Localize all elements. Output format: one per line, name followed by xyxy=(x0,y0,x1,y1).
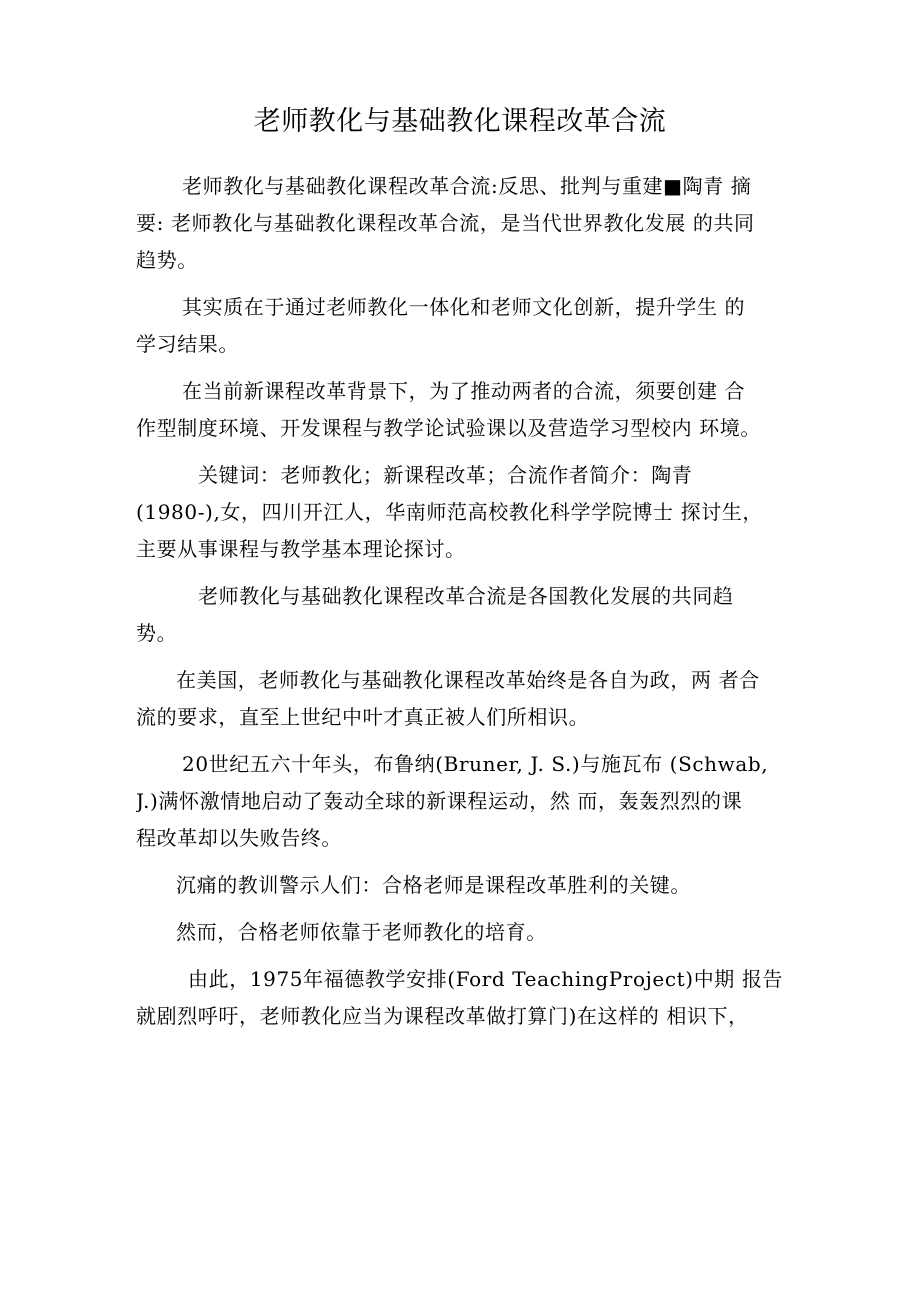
text-line: 趋势。 xyxy=(136,248,198,272)
text-line: 然而，合格老师依靠于老师教化的培育。 xyxy=(176,920,547,944)
paragraph-trend xyxy=(136,578,791,652)
paragraph-keywords xyxy=(136,457,791,568)
paragraph-essence xyxy=(136,289,791,363)
text-line: 在当前新课程改革背景下，为了推动两者的合流，须要创建 合 xyxy=(182,379,746,403)
text-line: 要: 老师教化与基础教化课程改革合流，是当代世界教化发展 的共同 xyxy=(136,211,755,235)
text-line: 势。 xyxy=(136,621,178,645)
text-line: 作型制度环境、开发课程与教学论试验课以及营造学习型校内 环境。 xyxy=(136,416,761,440)
text-line: 就剧烈呼吁，老师教化应当为课程改革做打算门)在这样的 相识下， xyxy=(136,1004,749,1028)
text-line: J.)满怀激情地启动了轰动全球的新课程运动，然 而，轰轰烈烈的课 xyxy=(136,789,743,813)
text-line: 流的要求，直至上世纪中叶才真正被人们所相识。 xyxy=(136,705,590,729)
text-line: 老师教化与基础教化课程改革合流:反思、批判与重建■陶青 摘 xyxy=(182,174,752,198)
paragraph-usa xyxy=(136,662,791,736)
text-line: 学习结果。 xyxy=(136,332,239,356)
text-line: 20世纪五六十年头，布鲁纳(Bruner, J. S.)与施瓦布 (Schwab, xyxy=(182,752,769,776)
paragraph-abstract xyxy=(136,168,791,279)
paragraph-however xyxy=(136,914,791,951)
text-line: (1980-),女，四川开江人，华南师范高校教化科学学院博士 探讨生， xyxy=(136,500,763,524)
text-line: 关键词：老师教化；新课程改革；合流作者简介：陶青 xyxy=(198,463,693,487)
text-line: 老师教化与基础教化课程改革合流是各国教化发展的共同趋 xyxy=(198,584,734,608)
text-line: 主要从事课程与教学基本理论探讨。 xyxy=(136,537,466,561)
paragraph-lesson xyxy=(136,867,791,904)
document-body xyxy=(136,168,791,1045)
text-line: 程改革却以失败告终。 xyxy=(136,826,342,850)
paragraph-new-curriculum xyxy=(136,746,791,857)
text-line: 由此，1975年福德教学安排(Ford TeachingProject)中期 报告 xyxy=(188,967,784,991)
document-title: 老师教化与基础教化课程改革合流 xyxy=(253,106,667,137)
text-line: 在美国，老师教化与基础教化课程改革始终是各自为政，两 者合 xyxy=(176,668,760,692)
paragraph-background xyxy=(136,373,791,447)
paragraph-ford-project xyxy=(136,961,791,1035)
text-line: 沉痛的教训警示人们：合格老师是课程改革胜利的关键。 xyxy=(176,873,691,897)
text-line: 其实质在于通过老师教化一体化和老师文化创新，提升学生 的 xyxy=(182,295,746,319)
